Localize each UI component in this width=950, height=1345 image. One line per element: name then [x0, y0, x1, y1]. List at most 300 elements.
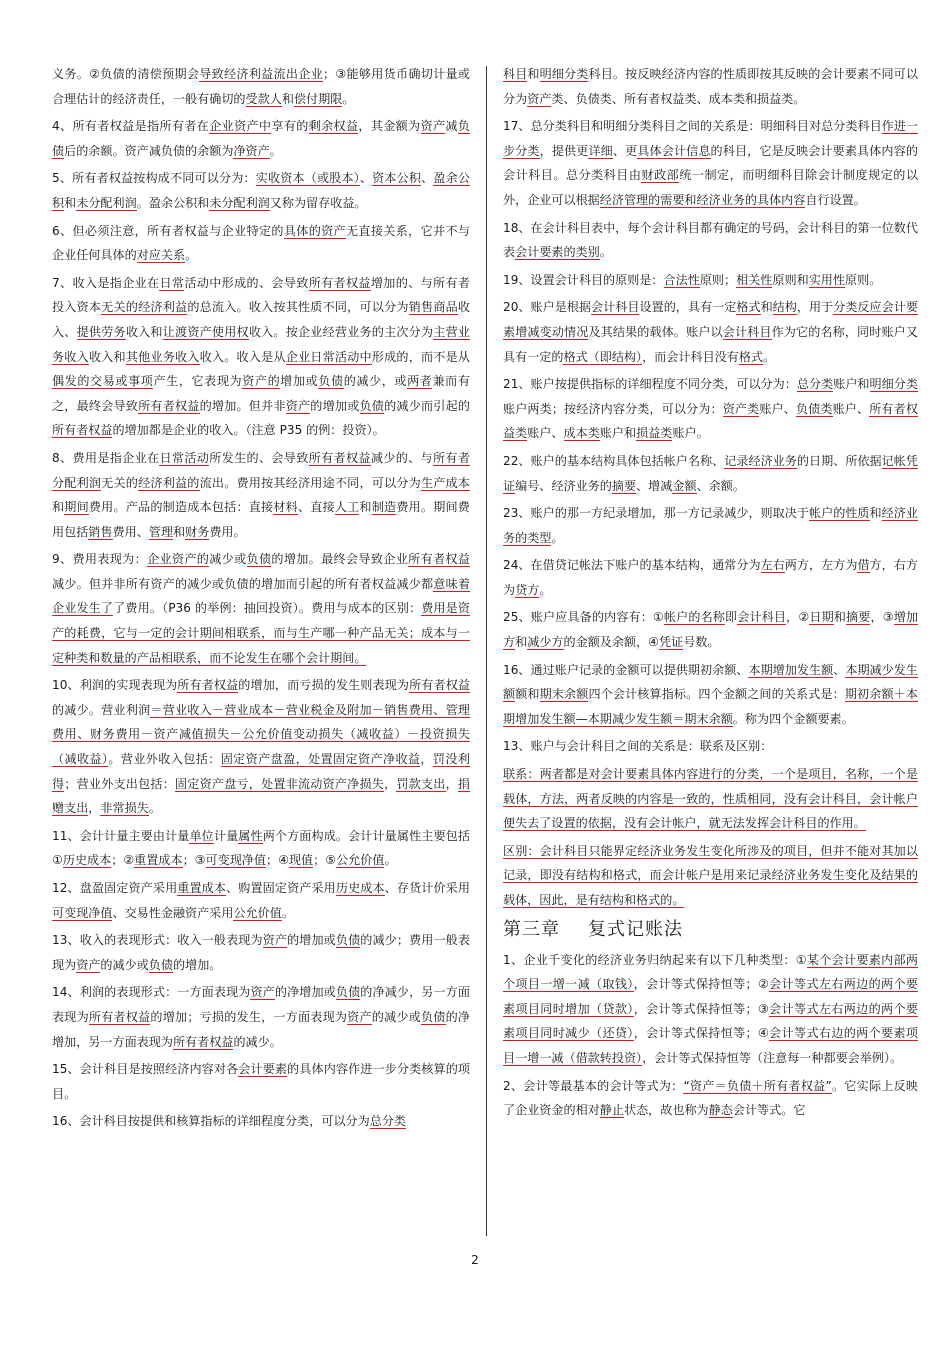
text-run: 1、企业千变化的经济业务归纳起来有以下几种类型：① [503, 952, 807, 967]
underlined-answer: 日常 [159, 275, 185, 290]
text-run: 的增加都是企业的收入。（注意 P35 的例：投资）。 [112, 423, 385, 438]
text-run: 和 [52, 500, 65, 515]
paragraph [52, 219, 470, 268]
text-run: 12、盘盈固定资产采用 [52, 881, 178, 895]
underlined-answer: 负债 [335, 933, 361, 948]
text-run: ；② [111, 853, 135, 868]
underlined-answer: 意味着企业发生了 [52, 576, 470, 616]
paragraph [503, 1074, 918, 1123]
text-run: 的减少，或 [343, 374, 408, 389]
underlined-answer: 让渡资产使用权 [162, 324, 249, 339]
paragraph [52, 980, 470, 1054]
text-run: ；③ [182, 853, 206, 868]
underlined-answer: 人工 [334, 500, 360, 515]
text-run: 的减少。 [233, 1034, 282, 1049]
text-run: 的增加或 [310, 398, 360, 413]
paragraph [503, 605, 918, 654]
underlined-answer: 所有者分配利润 [52, 450, 470, 490]
text-run: 义务。②负债的清偿预期会 [52, 67, 200, 81]
text-run: 账户、 [527, 426, 564, 441]
text-run: 、 [421, 171, 434, 186]
underlined-answer: 资产 [285, 398, 311, 413]
underlined-answer: 详细 [588, 143, 613, 158]
underlined-answer: 历史成本 [335, 881, 385, 895]
text-run: 兼而有之，最终会导致 [52, 374, 470, 413]
text-run: 自行设置。 [805, 192, 866, 207]
paragraph [503, 948, 918, 1071]
underlined-answer: 公允价值 [336, 853, 385, 868]
underlined-answer: 科目 [503, 67, 528, 81]
underlined-answer: 本期减少发生额 [503, 662, 918, 702]
underlined-answer: 罚款支出 [396, 776, 446, 791]
underlined-answer: 负债 [246, 552, 272, 567]
underlined-answer: 会计要素 [238, 1062, 288, 1077]
underlined-answer: 未分配利润 [209, 195, 270, 210]
text-run: 即 [725, 610, 738, 625]
text-run: 费用。期间费用包括 [52, 500, 470, 539]
text-run: 。 [281, 905, 294, 920]
underlined-answer: 属性 [238, 828, 263, 843]
paragraph [52, 876, 470, 925]
paragraph [52, 271, 470, 443]
underlined-answer: 管理 [148, 524, 173, 539]
underlined-answer: 增加方 [503, 610, 919, 650]
underlined-answer: 负债类 [795, 401, 833, 416]
text-run: 21、账户按提供指标的详细程度不同分类，可以分为： [503, 377, 797, 392]
text-run: 的减少。营业利润 [52, 702, 151, 717]
underlined-answer: 金额 [672, 478, 697, 493]
underlined-answer: 会计科目 [722, 324, 772, 339]
paragraph [503, 449, 918, 498]
underlined-answer: 所有者权益 [408, 552, 470, 567]
underlined-answer: 联系：两者都是对会计要素具体内容进行的分类，一个是项目，名称，一个是载体，方法，两者反映的内容是一致的，性质相同，没有会计科目，会计帐户便失去了设置的依据，没有会计帐户，就无法发挥会计科目的作用。 [503, 767, 918, 831]
underlined-answer: 导致经济利益流出企业 [199, 67, 324, 81]
text-run: 又称为留存收益。 [269, 195, 367, 210]
text-run: 的减少而引起的 [384, 398, 470, 413]
text-run: 11、会计计量主要由计量 [52, 828, 190, 843]
text-run: 的增加。最终会导致企业 [271, 552, 409, 567]
text-run: 14、利润的表现形式：一方面表现为 [52, 985, 251, 1000]
underlined-answer: 对应关系 [136, 248, 186, 263]
underlined-answer: 本期增加发生额 [748, 662, 834, 677]
underlined-answer: 所有者权益 [409, 678, 470, 693]
underlined-answer: ，而与生产哪一种产品无关 [261, 626, 409, 641]
underlined-answer: 损益类 [636, 426, 673, 441]
underlined-answer: 记帐凭证 [503, 453, 918, 493]
paragraph [52, 547, 470, 670]
paragraph [503, 295, 918, 369]
underlined-answer: 日常活动 [159, 450, 210, 465]
underlined-answer: 总分类 [796, 377, 834, 392]
text-run: 作为它的名称，同时账户又具有一定的 [503, 324, 918, 364]
text-run: 。 [342, 91, 355, 106]
left-column [52, 62, 470, 1137]
text-run: ；营业外支出包括： [64, 776, 175, 791]
paragraph [503, 62, 918, 111]
text-run: 的减少或 [371, 1009, 421, 1024]
underlined-answer: 两者 [407, 374, 433, 389]
text-run: 、直接 [297, 500, 335, 515]
underlined-answer: ＝营业收入－营业成本－营业税金及附加－销售费用、管理费用、财务费用－资产减值损失－公允价值变动损失（减收益）－投资损失（减收益） [52, 702, 470, 767]
text-run: 的增加；亏损的发生，一方面表现为 [150, 1009, 348, 1024]
text-run: 。 [551, 530, 564, 545]
text-run: ，③ [870, 610, 894, 625]
text-run: 账户和 [833, 377, 870, 392]
underlined-answer: 会计科目 [591, 300, 640, 315]
text-run: 所发生的、会导致 [209, 450, 309, 465]
text-run: 和 [64, 195, 77, 210]
text-run: 额和 [515, 687, 540, 702]
text-run: 账户、 [759, 401, 796, 416]
underlined-answer: 材料 [273, 500, 298, 515]
text-run: 编号、经济业务的 [515, 478, 612, 493]
text-run: 和 [869, 506, 882, 521]
underlined-answer: 减少方 [527, 635, 564, 650]
text-run: 形成的，而不是从 [371, 349, 470, 364]
text-run: ，会计等式保持恒等；② [633, 977, 770, 992]
underlined-answer: 提供劳务 [76, 324, 126, 339]
text-run: ；④ [265, 853, 289, 868]
underlined-answer: ，而不论发生在哪个会计期间 [197, 650, 355, 665]
text-run: 减 [445, 119, 458, 134]
text-run: 。盈余公积和 [136, 195, 210, 210]
text-run: 设置的，具有一定 [639, 300, 737, 315]
chapter-number: 第三章 [503, 918, 560, 940]
text-run: 。 [148, 801, 161, 816]
right-column [503, 62, 918, 1126]
underlined-answer: 费用是资产的耗费 [52, 601, 470, 641]
text-run: 号数。 [683, 635, 720, 650]
paragraph [503, 501, 918, 550]
text-run: 的日期、所依据 [796, 453, 882, 468]
underlined-answer: 期初余额＋本期增加发生额—本期减少发生额＝期末余额 [503, 687, 918, 726]
text-run: 收入。收入是从 [199, 349, 286, 364]
underlined-answer: 可变现净值 [205, 853, 266, 868]
text-run: 的增加，而亏损的发生则表现为 [238, 678, 410, 693]
text-run: 活动中形成的、会导致 [184, 275, 309, 290]
text-run: ，会计等式保持恒等；③ [633, 1001, 770, 1016]
text-run: 费用、 [112, 524, 149, 539]
text-run: ，而会计科目没有 [642, 349, 739, 364]
paragraph [52, 673, 470, 821]
text-run: 13、收入的表现形式：收入一般表现为 [52, 933, 263, 948]
underlined-answer: 帐户的性质 [809, 506, 870, 521]
underlined-answer: 资产的 [242, 374, 281, 389]
underlined-answer: 偿付期限 [293, 91, 343, 106]
underlined-answer: 会计等式左右两边的两个要素项目同时减少（还贷） [503, 1001, 918, 1041]
underlined-answer: 帐户的名称 [663, 610, 726, 625]
underlined-answer: 生产成本 [420, 475, 470, 490]
underlined-answer: 经济管理的需要和经济业务的具体内容 [599, 192, 806, 207]
text-run: 和 [515, 635, 528, 650]
text-run: 费用。产品的制造成本包括：直接 [88, 500, 274, 515]
text-run: 账户两类；按经济内容分类，可以分为： [503, 401, 723, 416]
underlined-answer: 经济利益的 [138, 475, 200, 490]
text-run: 费用。 [209, 524, 246, 539]
text-run: 。称为四个金额要素。 [732, 711, 854, 726]
text-run: 收入。按企业经营业务的主次分为 [248, 324, 434, 339]
text-run: 的增加。 [173, 957, 222, 972]
underlined-answer: 摘要 [611, 478, 637, 493]
underlined-answer: 非常损失 [100, 801, 149, 816]
underlined-answer: 制造 [371, 500, 397, 515]
text-run: 的减少；费用一般表现为 [52, 933, 470, 972]
text-run: 增加或 [280, 374, 319, 389]
underlined-answer: 历史成本 [62, 853, 112, 868]
underlined-answer: 盈余公积 [52, 171, 470, 210]
chapter-heading [503, 916, 918, 944]
text-run: 。 [185, 248, 198, 263]
text-run: 22、账户的基本结构具体包括帐户名称、 [503, 453, 725, 468]
text-run: ，提供更 [539, 143, 589, 158]
text-run: 10、利润的实现表现为 [52, 678, 178, 693]
paragraph [503, 839, 918, 913]
underlined-answer: 资产 [347, 1009, 372, 1024]
underlined-answer: 具体会计信息 [637, 143, 711, 158]
underlined-answer: 期末余额 [539, 687, 589, 702]
underlined-answer: 期间 [64, 500, 89, 515]
underlined-answer: 所有者权益 [172, 1034, 234, 1049]
text-run: 17、总分类科目和明细分类科目之间的关系是：明细科目对总分类科目 [503, 119, 882, 134]
text-run: 16、通过账户记录的金额可以提供期初余额、 [503, 662, 749, 677]
text-run: 和 [760, 300, 773, 315]
text-run: 15、会计科目是按照经济内容对各 [52, 1062, 239, 1077]
underlined-answer: 固定资产盘亏，处置非流动资产净损失 [175, 776, 385, 791]
text-run: 的增加或 [287, 933, 336, 948]
paragraph [503, 216, 918, 265]
underlined-answer: 资产 [527, 91, 552, 106]
paragraph [503, 268, 918, 293]
underlined-answer: 所有者权益 [177, 678, 239, 693]
paragraph [52, 114, 470, 163]
underlined-answer: 负债 [359, 398, 385, 413]
underlined-answer: 未分配利润 [76, 195, 137, 210]
underlined-answer: 摘要 [846, 610, 871, 625]
underlined-answer: 负债 [335, 985, 361, 1000]
underlined-answer: 可变现净值 [52, 905, 113, 920]
text-run: 25、账户应具备的内容有：① [503, 610, 664, 625]
underlined-answer: 销售 [88, 524, 113, 539]
underlined-answer: 销售商品 [408, 300, 458, 315]
text-run: ， [445, 776, 458, 791]
text-run: 。营业外收入包括： [108, 752, 221, 767]
underlined-answer: 其他业务收入 [125, 349, 200, 364]
underlined-answer: 静态 [708, 1103, 733, 1118]
text-run: 产生，它表现为 [153, 374, 243, 389]
underlined-answer: 重置成本 [134, 853, 183, 868]
underlined-answer: 记录经济业务 [724, 453, 797, 468]
text-run: 20、账户是根据 [503, 300, 592, 315]
underlined-answer: 会计等式左右两边的两个要素项目同时增加（贷款） [503, 977, 918, 1016]
underlined-answer: 所有者权益 [52, 423, 113, 438]
underlined-answer: 总分类 [369, 1114, 407, 1129]
text-run: 状态，故也称为 [623, 1103, 709, 1118]
text-run: 。 [763, 349, 776, 364]
underlined-answer: 资本公积 [372, 171, 422, 186]
underlined-answer: 区别：会计科目只能界定经济业务发生变化所涉及的项目，但并不能对其加以记录，即没有结构和格式，而会计帐户是用来记录经济业务发生变化及结果的载体，因此，是有结构和格式的。 [503, 843, 918, 907]
underlined-answer: 明细分类 [539, 67, 589, 81]
underlined-answer: 经济利益 [138, 300, 188, 315]
underlined-answer: 捐赠支出 [52, 776, 470, 816]
underlined-answer: 结构 [772, 300, 797, 315]
text-run: 收入和 [88, 349, 126, 364]
text-run: 的科目，它是反映会计要素具体内容的会计科目。总分类科目由 [503, 143, 918, 183]
text-run: 后的余额。资产减负债的余额为 [64, 143, 234, 158]
underlined-answer: 日期 [809, 610, 834, 625]
underlined-answer: 重置成本 [177, 881, 227, 895]
underlined-answer: 财政部 [641, 168, 680, 183]
underlined-answer: 负债 [148, 957, 173, 972]
underlined-answer: 会计等式右边的两个要素项目一增一减（借款转投资） [503, 1026, 918, 1065]
text-run: 、交易性金融资产采用 [112, 905, 234, 920]
underlined-answer: 固定资产盘盈，处置固定资产净收益 [220, 752, 421, 767]
underlined-answer: 凭证 [659, 635, 684, 650]
underlined-answer: 所有者权益 [88, 1009, 151, 1024]
text-run: 、 [359, 171, 373, 186]
underlined-answer: 会计要素的类别 [515, 245, 600, 260]
text-run: 6、但必须注意，所有者权益与企业特定的 [52, 223, 284, 238]
text-run: 的金额及余额，④ [563, 635, 660, 650]
text-run: 减少或 [209, 552, 247, 567]
underlined-answer: 格式（即结构） [563, 349, 643, 364]
text-run: 18、在会计科目表中，每个会计科目都有确定的号码，会计科目的第一位数代表 [503, 220, 918, 260]
text-run: 无关的 [101, 475, 139, 490]
text-run: ，其金额为 [358, 119, 421, 134]
text-run: 的净增加或 [274, 985, 336, 1000]
text-run: 9、费用表现为： [52, 552, 148, 567]
underlined-answer: 单位 [189, 828, 214, 843]
underlined-answer: 所有者权益类 [503, 401, 918, 441]
text-run: 、存货计价采用 [384, 881, 470, 895]
underlined-answer: 具体的资产 [283, 223, 346, 238]
underlined-answer: 现值 [288, 853, 314, 868]
text-run: 科目。按反映经济内容的性质即按其反映的会计要素不同可以分为 [503, 67, 918, 106]
underlined-answer: 所有者权益 [138, 398, 200, 413]
underlined-answer: 净资产 [233, 143, 270, 158]
text-run: 13、账户与会计科目之间的关系是：联系及区别： [503, 739, 773, 754]
text-run: 。 [599, 245, 612, 260]
underlined-answer: 分类反应会计要素增减变动情况 [503, 300, 918, 339]
underlined-answer: 所有者权益 [308, 275, 371, 290]
underlined-answer: 。 [354, 650, 367, 665]
text-run: 和 [281, 91, 294, 106]
text-run: 7、收入是指企业在 [52, 275, 160, 290]
text-run: 计量 [213, 828, 239, 843]
underlined-answer: “资产＝负债＋所有者权益” [683, 1078, 832, 1093]
text-run: 享有的 [271, 119, 309, 134]
text-run: 增加的、与所有者投入资本 [52, 275, 470, 315]
underlined-answer: 相关性 [736, 272, 773, 287]
underlined-answer: 实收资本（或股本） [255, 171, 360, 186]
underlined-answer: 成本类 [563, 426, 600, 441]
page-number: 2 [471, 1253, 479, 1267]
text-run: 的净减少，另一方面表现为 [52, 985, 470, 1024]
underlined-answer: 主营业务收入 [52, 324, 470, 364]
text-run: 减少的、与 [370, 450, 433, 465]
underlined-answer: ，它与一定的会计期间相联系 [101, 626, 262, 641]
paragraph [52, 1109, 470, 1134]
underlined-answer: 资产 [420, 119, 446, 134]
text-run: 。 [539, 582, 552, 597]
underlined-answer: 受款人 [245, 91, 282, 106]
underlined-answer: 资产 [250, 985, 275, 1000]
text-run: 、增减 [636, 478, 673, 493]
text-run: 账户。 [672, 426, 709, 441]
underlined-answer: 资产类 [722, 401, 760, 416]
text-run: 。它实际上反映了企业资金的相对 [503, 1078, 919, 1118]
paragraph [52, 1057, 470, 1106]
underlined-answer: 作进一步分类 [503, 119, 918, 158]
paragraph [52, 166, 470, 215]
text-run: 4、所有者权益是指所有者在 [52, 119, 210, 134]
text-run: 2、会计等最基本的会计等式为： [503, 1078, 684, 1093]
text-run: 账户和 [599, 426, 637, 441]
underlined-answer: 财务 [185, 524, 210, 539]
text-run: ，② [786, 610, 810, 625]
paragraph [503, 734, 918, 759]
text-run: 两方，左方为 [784, 558, 858, 573]
text-run: 原则。 [845, 272, 882, 287]
text-run: 统一制定，而明细科目除会计制度规定的以外，企业可以根据 [503, 168, 918, 207]
text-run: ， [88, 801, 101, 816]
text-run: 类、负债类、所有者权益类、成本类和损益类。 [551, 91, 806, 106]
paragraph [503, 762, 918, 836]
underlined-answer: 格式 [738, 349, 764, 364]
text-run: 23、账户的那一方纪录增加，那一方记录减少，则取决于 [503, 506, 809, 521]
text-run: 。 [384, 853, 397, 868]
underlined-answer: 会计科目 [737, 610, 787, 625]
text-run: 和 [833, 610, 847, 625]
underlined-answer: 剩余权益 [308, 119, 359, 134]
underlined-answer: 公允价值 [233, 905, 282, 920]
text-run: 账户、 [832, 401, 870, 416]
text-run: 和 [173, 524, 186, 539]
text-run: 8、费用是指企业在 [52, 450, 160, 465]
underlined-answer: 罚没利得 [52, 752, 470, 791]
paragraph [503, 114, 918, 212]
text-run: 的增加。但并非 [199, 398, 286, 413]
text-run: 的净增加，另一方面表现为 [52, 1009, 470, 1049]
text-run: 四个会计核算指标。四个金额之间的关系式是： [588, 687, 845, 702]
text-run: 、余额。 [696, 478, 745, 493]
underlined-answer: 实用性 [808, 272, 845, 287]
underlined-answer: 资产 [262, 933, 288, 948]
underlined-answer: 企业资产中 [209, 119, 272, 134]
underlined-answer: 格式 [736, 300, 761, 315]
text-run: 19、设置会计科目的原则是： [503, 272, 664, 287]
underlined-answer: 企业资产的 [147, 552, 210, 567]
text-run: 会计等式。它 [732, 1103, 806, 1118]
paragraph [52, 446, 470, 544]
text-run: ， [420, 752, 433, 767]
underlined-answer: 合法性 [663, 272, 700, 287]
text-run: 原则和 [772, 272, 809, 287]
paragraph [503, 553, 918, 602]
text-run: 和 [527, 67, 540, 81]
text-run: 两个方面构成。会计计量属性主要包括① [52, 828, 470, 868]
text-run: 和 [359, 500, 372, 515]
underlined-answer: 所有者权益 [308, 450, 371, 465]
underlined-answer: 无关的 [101, 300, 139, 315]
text-run: ，会计等式保持恒等；④ [633, 1026, 770, 1041]
underlined-answer: 负债 [318, 374, 344, 389]
text-run: 方，右方为 [503, 558, 918, 597]
paragraph [503, 372, 918, 446]
text-run: 的具体内容作进一步分类核算的项目。 [52, 1062, 470, 1101]
underlined-answer: 借 [857, 558, 870, 573]
underlined-answer: 偶发的交易或事项 [52, 374, 154, 389]
text-run: 的总流入。收入按其性质不同，可以分为 [187, 300, 409, 315]
